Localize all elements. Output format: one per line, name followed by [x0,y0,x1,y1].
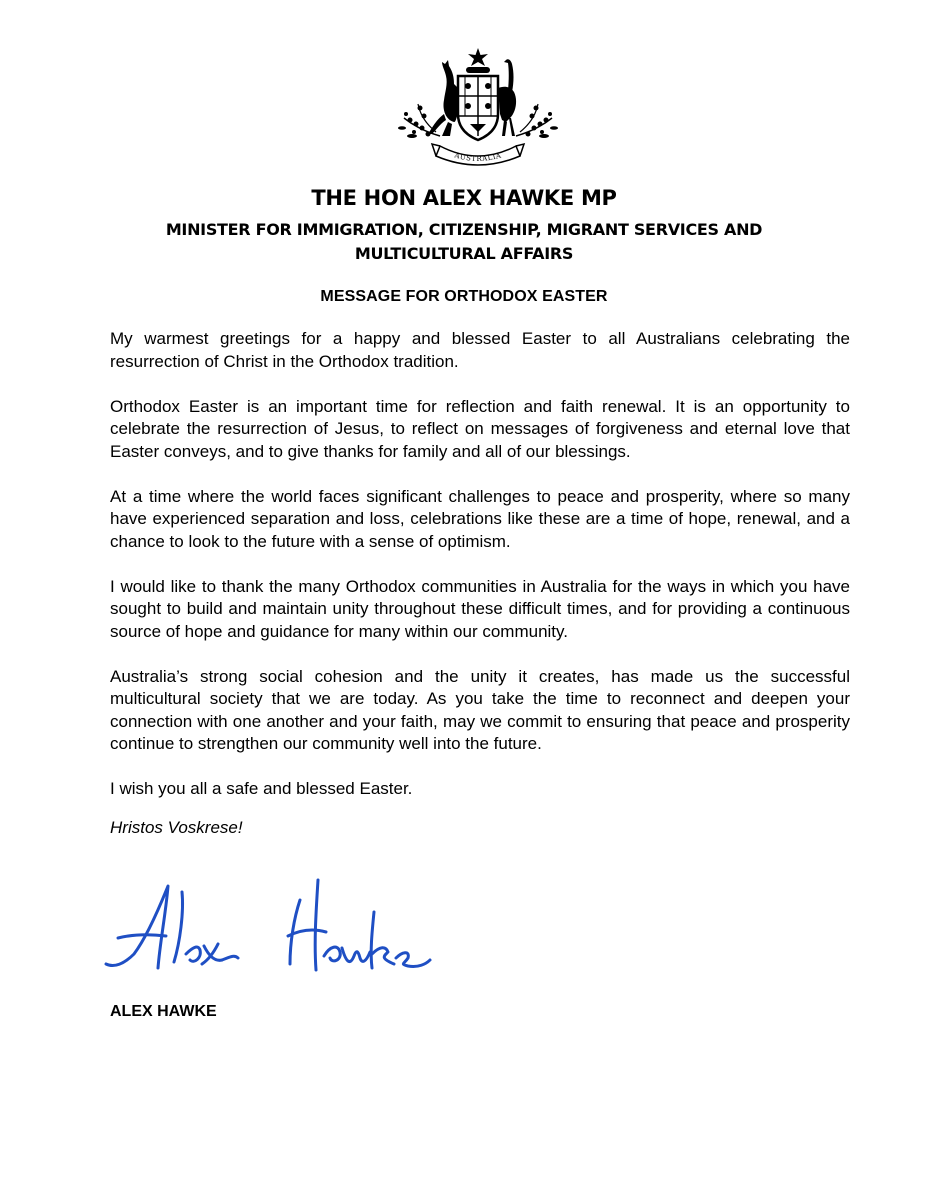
letter-body [110,328,850,839]
crest-banner-text: AUSTRALIA [453,151,503,164]
handwritten-signature [104,872,434,997]
signatory-name: ALEX HAWKE [110,1003,217,1020]
body-paragraph: I would like to thank the many Orthodox communities in Australia for the ways in which you have sought to build and maintain unity throughout these difficult times, and for providing a continuous source of hope and guidance for many within our community. [110,576,850,641]
easter-greeting: Hristos Voskrese! [110,817,243,837]
body-paragraph: Orthodox Easter is an important time for reflection and faith renewal. It is an opportunity to celebrate the resurrection of Jesus, to reflect on messages of forgiveness and eternal love that Easter conveys, and to give thanks for family and all of our blessings. [110,396,850,461]
minister-name-heading: THE HON ALEX HAWKE MP [311,186,617,210]
body-paragraph: At a time where the world faces significant challenges to peace and prosperity, where so many have experienced separation and loss, celebrations like these are a time of hope, renewal, and a chance to look to the future with a sense of optimism. [110,486,850,551]
body-paragraph: My warmest greetings for a happy and blessed Easter to all Australians celebrating the resurrection of Christ in the Orthodox tradition. [110,329,850,371]
body-paragraph: Australia’s strong social cohesion and the unity it creates, has made us the successful multicultural society that we are today. As you take the time to reconnect and deepen your connection with one another and your faith, may we commit to ensuring that peace and prosperity continue to strengthen our community well into the future. [110,666,850,753]
message-title: MESSAGE FOR ORTHODOX EASTER [320,288,608,305]
minister-portfolio-heading: MINISTER FOR IMMIGRATION, CITIZENSHIP, MIGRANT SERVICES AND MULTICULTURAL AFFAIRS [165,220,763,263]
closing-line: I wish you all a safe and blessed Easter. [110,779,413,798]
coat-of-arms-logo [396,44,560,170]
